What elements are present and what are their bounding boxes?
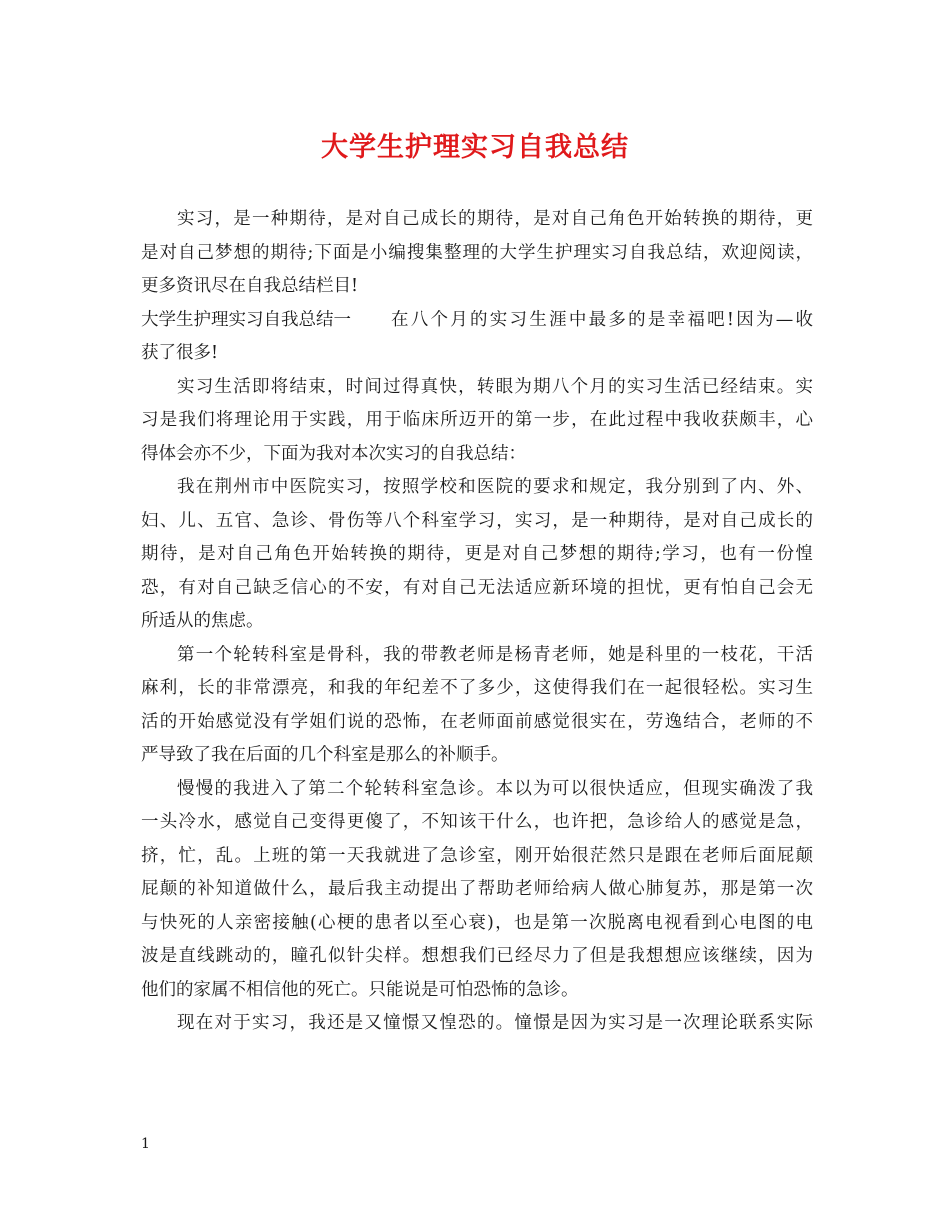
paragraph	[141, 371, 813, 472]
paragraph-line: 麻利，长的非常漂亮，和我的年纪差不了多少，这使得我们在一起很轻松。实习生	[141, 678, 813, 698]
paragraph-line: 波是直线跳动的，瞳孔似针尖样。想想我们已经尽力了但是我想想应该继续，因为	[141, 946, 813, 966]
document-body	[141, 203, 813, 1041]
paragraph-line: 获了很多!	[141, 343, 219, 363]
paragraph-line: 得体会亦不少，下面为我对本次实习的自我总结：	[141, 443, 526, 464]
paragraph-line: 现在对于实习，我还是又憧憬又惶恐的。憧憬是因为实习是一次理论联系实际	[177, 1013, 813, 1033]
paragraph-line: 是对自己梦想的期待;下面是小编搜集整理的大学生护理实习自我总结，欢迎阅读，	[141, 242, 813, 263]
paragraph-line: 在八个月的实习生涯中最多的是幸福吧!因为—收	[391, 309, 813, 330]
paragraph-line: 他们的家属不相信他的死亡。只能说是可怕恐怖的急诊。	[141, 979, 579, 1000]
paragraph-line: 活的开始感觉没有学姐们说的恐怖，在老师面前感觉很实在，劳逸结合，老师的不	[141, 711, 813, 732]
paragraph	[141, 471, 813, 639]
paragraph-line: 与快死的人亲密接触(心梗的患者以至心衰)，也是第一次脱离电视看到心电图的电	[141, 912, 813, 933]
document-title: 大学生护理实习自我总结	[321, 132, 629, 163]
paragraph-line: 习是我们将理论用于实践，用于临床所迈开的第一步，在此过程中我收获颇丰，心	[141, 410, 813, 430]
page-number: 1	[141, 1136, 150, 1152]
paragraph-line: 实习生活即将结束，时间过得真快，转眼为期八个月的实习生活已经结束。实	[177, 376, 813, 397]
paragraph	[141, 203, 813, 304]
paragraph	[141, 1007, 813, 1041]
paragraph	[141, 304, 813, 371]
paragraph-line: 所适从的焦虑。	[141, 611, 264, 631]
paragraph-line: 实习，是一种期待，是对自己成长的期待，是对自己角色开始转换的期待，更	[177, 209, 813, 229]
paragraph-line: 恐，有对自己缺乏信心的不安，有对自己无法适应新环境的担忧，更有怕自己会无	[141, 577, 813, 598]
paragraph	[141, 773, 813, 1008]
paragraph-line: 严导致了我在后面的几个科室是那么的补顺手。	[141, 745, 509, 765]
paragraph-line: 我在荆州市中医院实习，按照学校和医院的要求和规定，我分别到了内、外、	[177, 477, 813, 497]
paragraph-line: 期待，是对自己角色开始转换的期待，更是对自己梦想的期待;学习，也有一份惶	[141, 544, 813, 564]
paragraph-line: 一头冷水，感觉自己变得更傻了，不知该干什么，也许把，急诊给人的感觉是急，	[141, 812, 813, 832]
section-heading-line	[141, 304, 813, 338]
paragraph-line: 屁颠的补知道做什么，最后我主动提出了帮助老师给病人做心肺复苏，那是第一次	[141, 879, 813, 899]
paragraph-line: 更多资讯尽在自我总结栏目!	[141, 276, 359, 296]
section-heading: 大学生护理实习自我总结一	[141, 309, 351, 330]
paragraph-line: 妇、儿、五官、急诊、骨伤等八个科室学习，实习，是一种期待，是对自己成长的	[141, 510, 813, 531]
paragraph	[141, 639, 813, 773]
paragraph-line: 第一个轮转科室是骨科，我的带教老师是杨青老师，她是科里的一枝花，干活	[177, 644, 813, 665]
paragraph-line: 挤，忙，乱。上班的第一天我就进了急诊室，刚开始很茫然只是跟在老师后面屁颠	[141, 845, 813, 866]
paragraph-line: 慢慢的我进入了第二个轮转科室急诊。本以为可以很快适应，但现实确泼了我	[177, 778, 813, 799]
